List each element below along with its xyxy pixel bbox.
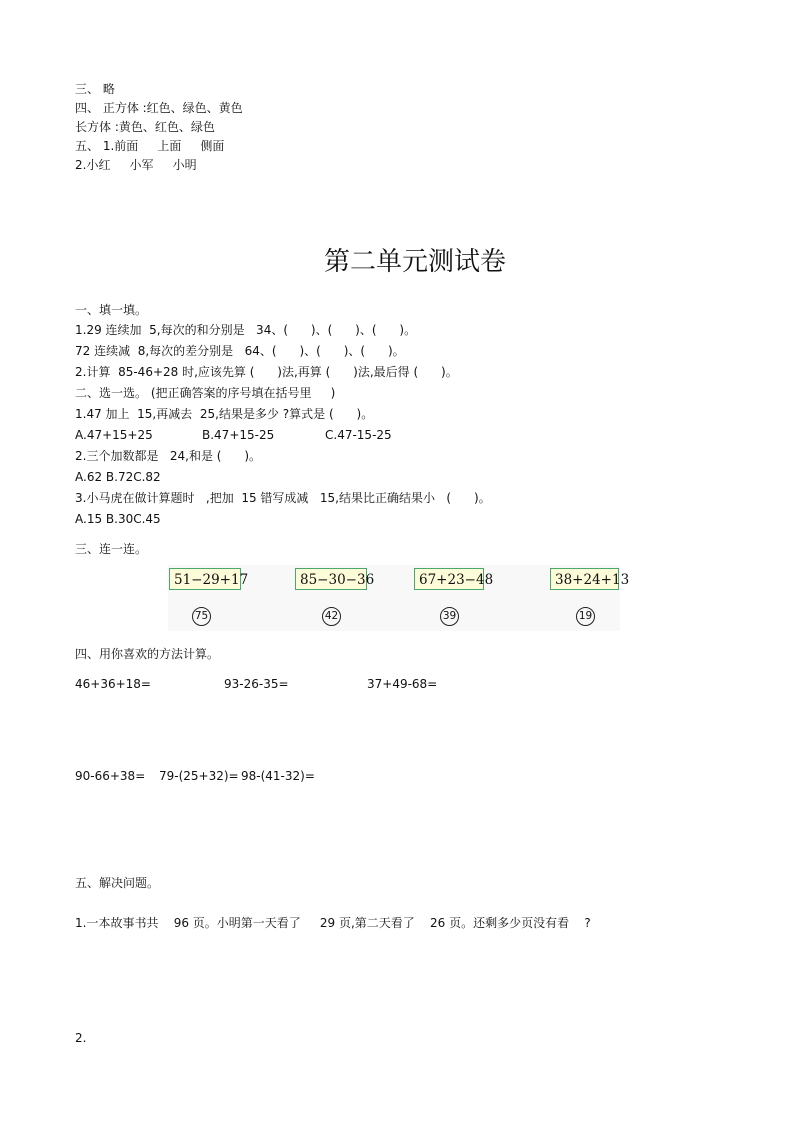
calc-item: 46+36+18= <box>75 677 151 691</box>
expression-card[interactable]: 85−30−36 <box>295 568 367 590</box>
calc-item: 79-(25+32)= <box>159 769 239 783</box>
calc-item: 93-26-35= <box>224 677 289 691</box>
calc-item: 98-(41-32)= <box>241 769 315 783</box>
question-text: 2.三个加数都是 24,和是 ( )。 <box>75 449 262 463</box>
expression-card[interactable]: 51−29+17 <box>169 568 241 590</box>
question-text: 1.29 连续加 5,每次的和分别是 34、( )、( )、( )。 <box>75 323 417 337</box>
page-title: 第二单元测试卷 <box>323 247 506 277</box>
prev-answer-line: 长方体 :黄色、红色、绿色 <box>75 120 215 134</box>
question-text: 1.47 加上 15,再减去 25,结果是多少 ?算式是 ( )。 <box>75 407 374 421</box>
expression-card[interactable]: 38+24+13 <box>550 568 619 590</box>
answer-circle[interactable]: 39 <box>440 607 459 626</box>
answer-circle[interactable]: 42 <box>322 607 341 626</box>
options-line: A.15 B.30C.45 <box>75 512 161 526</box>
prev-answer-line: 2.小红 小军 小明 <box>75 158 197 172</box>
question-text: 3.小马虎在做计算题时 ,把加 15 错写成减 15,结果比正确结果小 ( )。 <box>75 491 491 505</box>
question-text: 2.计算 85-46+28 时,应该先算 ( )法,再算 ( )法,最后得 ( )。 <box>75 365 458 379</box>
option-a: A.47+15+25 <box>75 428 153 442</box>
section-heading: 五、解决问题。 <box>75 876 160 890</box>
question-text: 72 连续减 8,每次的差分别是 64、( )、( )、( )。 <box>75 344 405 358</box>
prev-answer-line: 五、 1.前面 上面 侧面 <box>75 139 225 153</box>
option-b: B.47+15-25 <box>202 428 275 442</box>
prev-answer-line: 三、 略 <box>75 82 115 96</box>
section-heading: 一、填一填。 <box>75 303 148 317</box>
question-text: 2. <box>75 1031 87 1045</box>
calc-row <box>75 676 495 692</box>
answer-circle[interactable]: 19 <box>576 607 595 626</box>
calc-item: 90-66+38= <box>75 769 146 783</box>
answer-circle[interactable]: 75 <box>192 607 211 626</box>
question-text: 1.一本故事书共 96 页。小明第一天看了 29 页,第二天看了 26 页。还剩多少页没有看 ? <box>75 916 591 930</box>
option-c: C.47-15-25 <box>325 428 392 442</box>
prev-answer-line: 四、 正方体 :红色、绿色、黄色 <box>75 101 243 115</box>
options-row <box>75 427 475 443</box>
calc-item: 37+49-68= <box>367 677 438 691</box>
calc-row <box>75 768 375 784</box>
section-heading: 三、连一连。 <box>75 542 148 556</box>
section-heading: 二、选一选。 (把正确答案的序号填在括号里 ) <box>75 386 336 400</box>
options-line: A.62 B.72C.82 <box>75 470 161 484</box>
section-heading: 四、用你喜欢的方法计算。 <box>75 647 220 661</box>
expression-card[interactable]: 67+23−48 <box>414 568 484 590</box>
